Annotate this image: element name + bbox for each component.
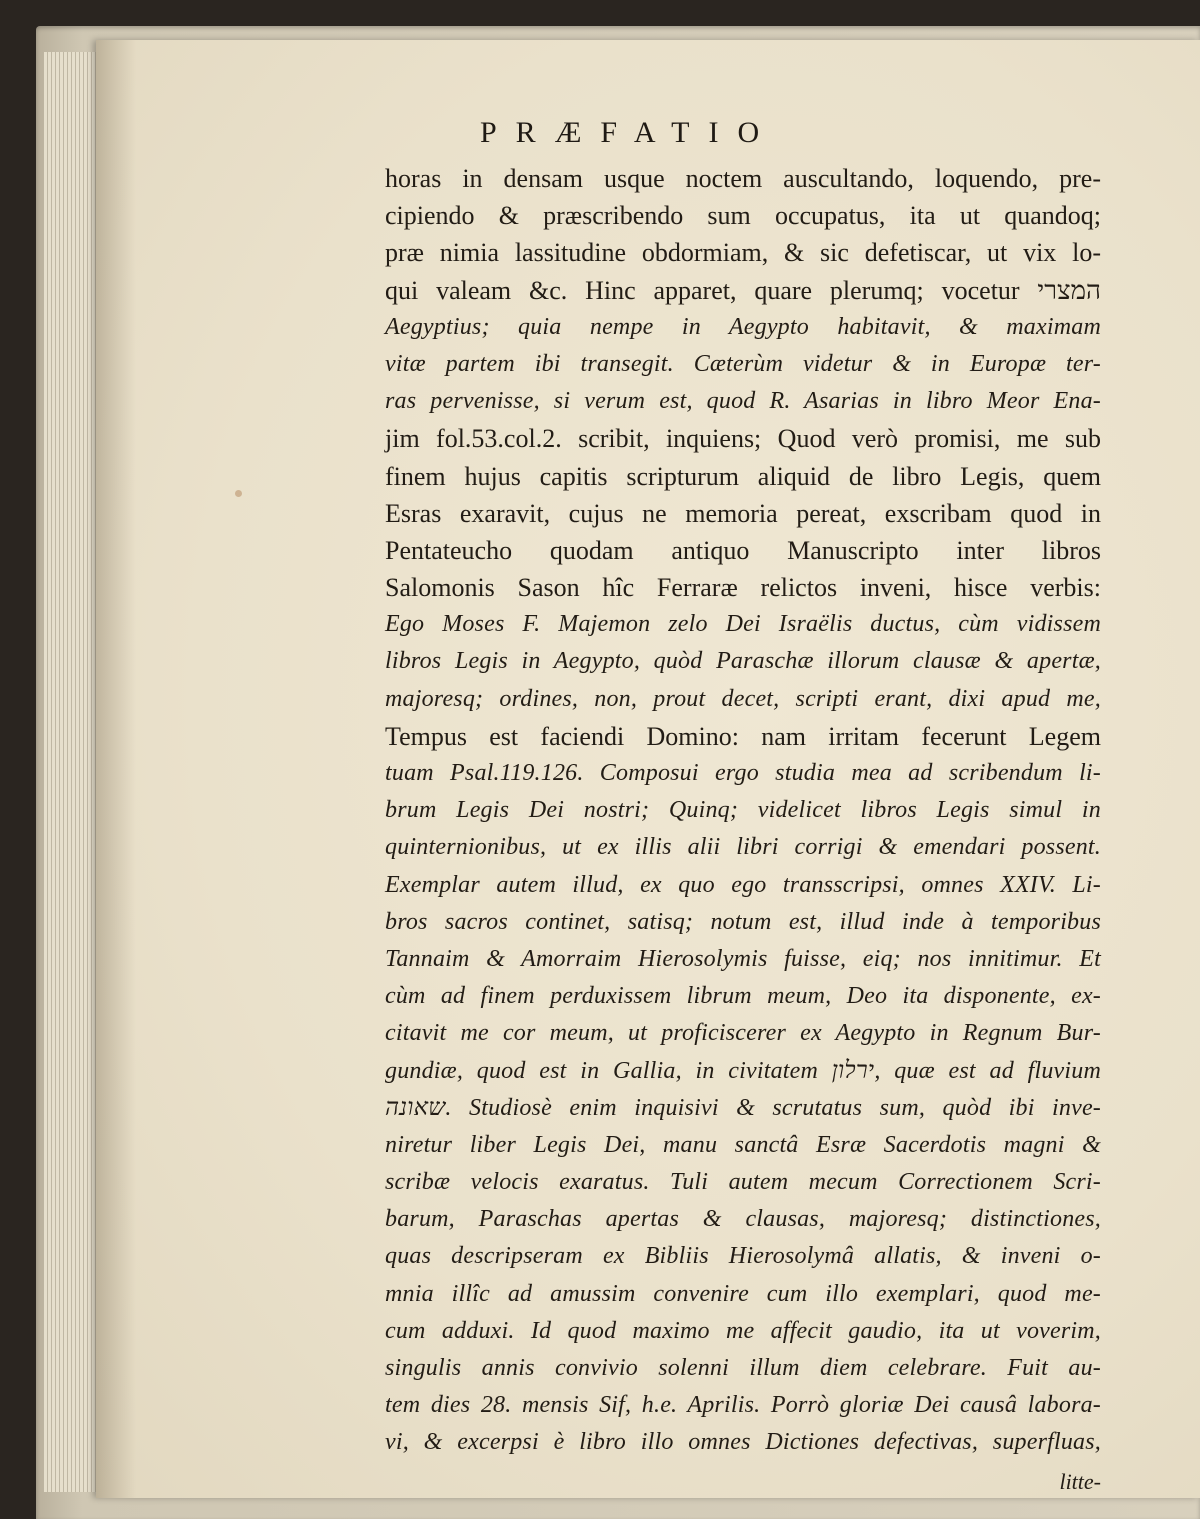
page-edges	[44, 52, 102, 1492]
text-line: qui valeam &c. Hinc apparet, quare plerumq; vocetur המצרי	[385, 275, 1101, 305]
text-line: barum, Paraschas apertas & clausas, majoresq; distinctiones,	[385, 1206, 1101, 1233]
text-line: ras pervenisse, si verum est, quod R. Asarias in libro Meor Ena-	[385, 388, 1101, 415]
text-line: vi, & excerpsi è libro illo omnes Dictiones defectivas, superfluas,	[385, 1429, 1101, 1456]
text-line: quinternionibus, ut ex illis alii libri corrigi & emendari possent.	[385, 834, 1101, 861]
text-line: cùm ad finem perduxissem librum meum, Deo ita disponente, ex-	[385, 983, 1101, 1010]
text-line: gundiæ, quod est in Gallia, in civitatem ירלון, quæ est ad fluvium	[385, 1057, 1102, 1084]
text-line: jim fol.53.col.2. scribit, inquiens; Quod verò promisi, me sub	[385, 424, 1101, 454]
text-line: præ nimia lassitudine obdormiam, & sic defetiscar, ut vix lo-	[385, 238, 1101, 268]
text-line: tem dies 28. mensis Sif, h.e. Aprilis. Porrò gloriæ Dei causâ labora-	[385, 1392, 1101, 1419]
text-line: Aegyptius; quia nempe in Aegypto habitavit, & maximam	[385, 313, 1101, 340]
foxing-spot	[235, 490, 242, 497]
text-line: vitæ partem ibi transegit. Cæterùm videtur & in Europæ ter-	[385, 350, 1101, 377]
text-line: cipiendo & præscribendo sum occupatus, ita ut quandoq;	[385, 201, 1101, 231]
text-line: tuam Psal.119.126. Composui ergo studia mea ad scribendum li-	[385, 760, 1101, 786]
text-line: Esras exaravit, cujus ne memoria pereat, exscribam quod in	[385, 498, 1101, 528]
text-line: Salomonis Sason hîc Ferraræ relictos inveni, hisce verbis:	[385, 573, 1101, 603]
text-line: citavit me cor meum, ut proficiscerer ex Aegypto in Regnum Bur-	[385, 1020, 1101, 1047]
text-line: שאונה. Studiosè enim inquisivi & scrutatus sum, quòd ibi inve-	[385, 1094, 1101, 1121]
running-head: PRÆFATIO	[480, 116, 779, 149]
catchword: litte-	[1059, 1468, 1101, 1494]
text-line: Tannaim & Amorraim Hierosolymis fuisse, eiq; nos innitimur. Et	[385, 945, 1101, 972]
text-line: horas in densam usque noctem auscultando, loquendo, pre-	[385, 164, 1101, 193]
text-line: Tempus est faciendi Domino: nam irritam fecerunt Legem	[385, 721, 1101, 751]
text-line: Pentateucho quodam antiquo Manuscripto inter libros	[385, 535, 1101, 565]
text-line: Ego Moses F. Majemon zelo Dei Israëlis ductus, cùm vidissem	[385, 611, 1101, 638]
text-line: niretur liber Legis Dei, manu sanctâ Esræ Sacerdotis magni &	[385, 1131, 1101, 1158]
text-line: finem hujus capitis scripturum aliquid de libro Legis, quem	[385, 461, 1101, 491]
text-line: quas descripseram ex Bibliis Hierosolymâ allatis, & inveni o-	[385, 1243, 1101, 1270]
text-line: libros Legis in Aegypto, quòd Paraschæ illorum clausæ & apertæ,	[385, 648, 1101, 675]
text-line: majoresq; ordines, non, prout decet, scripti erant, dixi apud me,	[385, 685, 1101, 712]
text-line: mnia illîc ad amussim convenire cum illo exemplari, quod me-	[385, 1280, 1101, 1307]
text-line: cum adduxi. Id quod maximo me affecit gaudio, ita ut voverim,	[385, 1317, 1101, 1344]
text-line: scribæ velocis exaratus. Tuli autem mecum Correctionem Scri-	[385, 1169, 1101, 1196]
body-text	[385, 160, 1101, 1499]
gutter-shadow	[96, 40, 136, 1498]
text-line: Exemplar autem illud, ex quo ego transscripsi, omnes XXIV. Li-	[385, 871, 1101, 898]
catchword-line	[385, 1462, 1101, 1499]
text-line: singulis annis convivio solenni illum diem celebrare. Fuit au-	[385, 1355, 1101, 1381]
text-line: bros sacros continet, satisq; notum est, illud inde à temporibus	[385, 908, 1101, 935]
text-line: brum Legis Dei nostri; Quinq; videlicet libros Legis simul in	[385, 797, 1101, 824]
